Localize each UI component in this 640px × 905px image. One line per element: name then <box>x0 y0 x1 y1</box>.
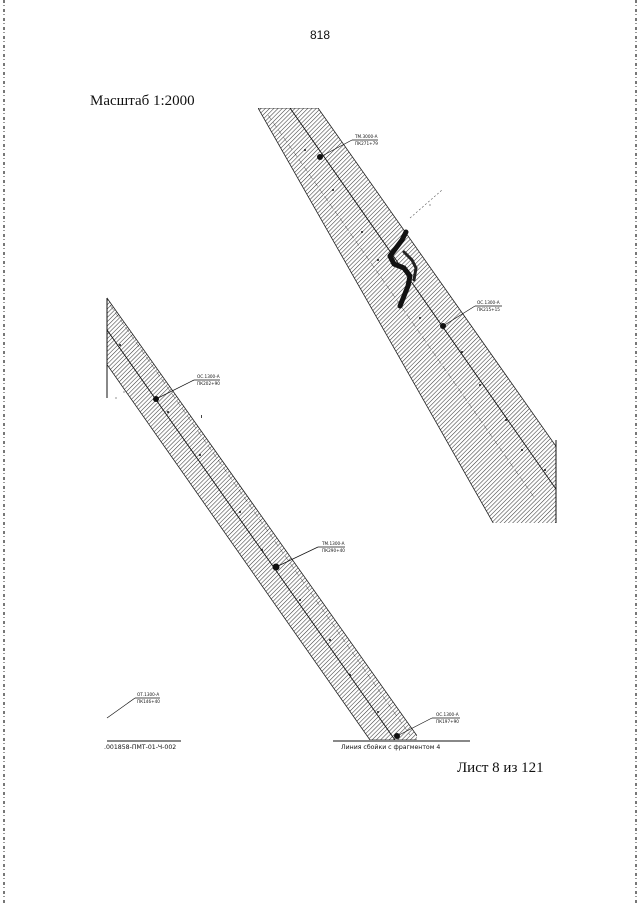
corridor-upper <box>258 108 560 535</box>
corridor-lower <box>80 298 420 740</box>
corridor-lower-axis <box>100 320 395 740</box>
match-line-label: Линия сбойки с фрагментом 4 <box>341 744 441 751</box>
sheet-label: Лист 8 из 121 <box>457 760 544 776</box>
marker-4-station: ПК290+40 <box>322 548 345 553</box>
marker-1-station: ПК271+79 <box>355 141 378 146</box>
marker-2-station: ПК215+15 <box>477 307 500 312</box>
marker-2-code: ОС.1300-А <box>477 300 500 305</box>
marker-5-station: ПК146+40 <box>137 699 160 704</box>
marker-3-station: ПК202+90 <box>197 381 220 386</box>
page-number: 818 <box>309 28 331 42</box>
drawing-code: .001858-ПМТ-01-Ч-002 <box>104 744 177 751</box>
marker-6-code: ОС.1300-А <box>436 712 459 717</box>
corridor-upper-band <box>258 108 560 535</box>
scale-label: Масштаб 1:2000 <box>90 93 195 109</box>
marker-1-code: ТМ.3000-А <box>355 134 378 139</box>
marker-5 <box>107 692 160 718</box>
marker-4-code: ТМ.1300-А <box>322 541 345 546</box>
marker-6-station: ПК197+90 <box>436 719 459 724</box>
corridor-upper-axis <box>290 108 558 492</box>
marker-5-code: ОТ.1300-А <box>137 692 160 697</box>
marker-3-code: ОС.1300-А <box>197 374 220 379</box>
